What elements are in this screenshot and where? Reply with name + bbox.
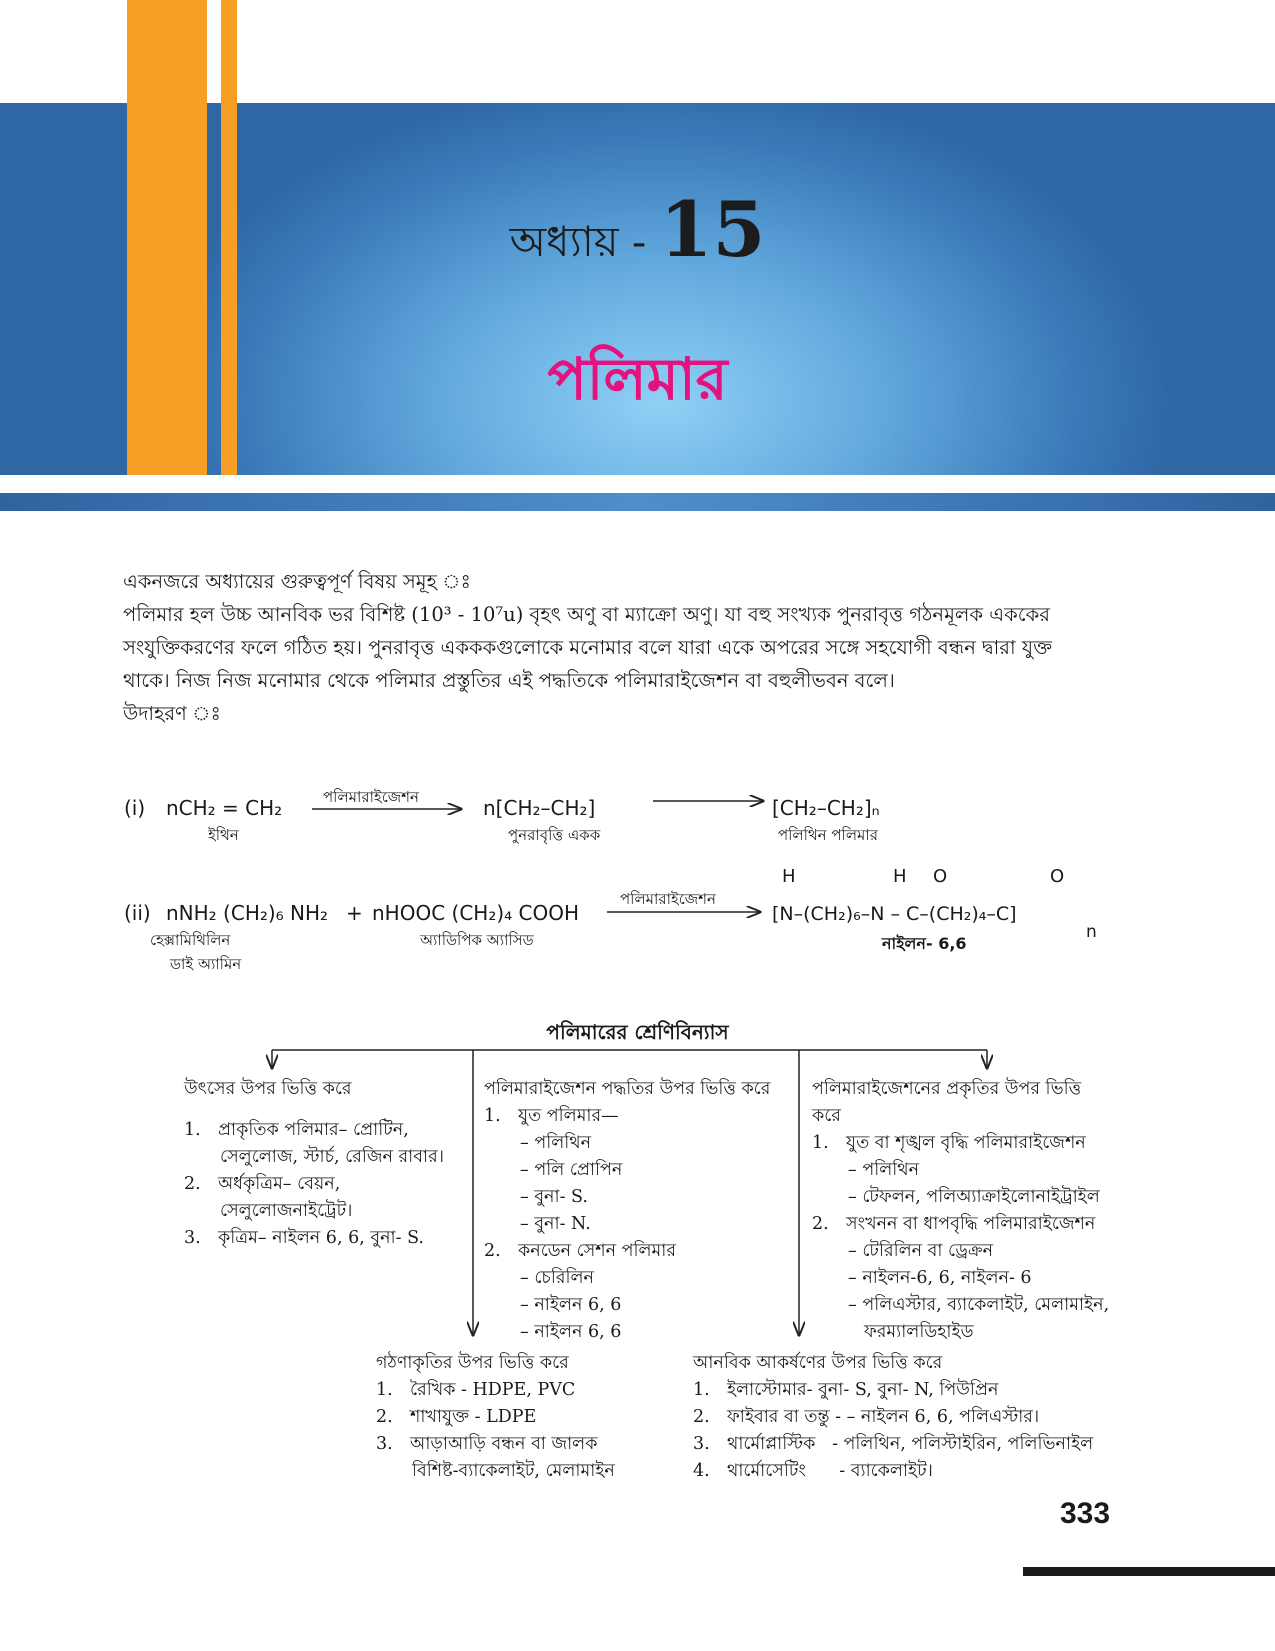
eq2-reactant-1-name-a: হেক্সামিথিলিন [150, 931, 231, 949]
eq2-arrow-label: পলিমারাইজেশন [620, 890, 717, 908]
eq2-h1: H [782, 866, 796, 887]
list-item: 2. ফাইবার বা তন্তু - – নাইলন 6, 6, পলিএস্টার। [693, 1407, 1040, 1427]
eq2-o1: O [933, 866, 948, 887]
eq2-h2: H [893, 866, 907, 887]
eq1-product-name: পলিথিন পলিমার [778, 826, 878, 844]
eq1-reactant-name: ইথিন [208, 826, 239, 844]
eq2-plus: + [346, 901, 363, 925]
list-item-cont: সেলুলোজনাইট্রেট। [220, 1201, 353, 1221]
column-structure [376, 1350, 666, 1485]
column-nature [812, 1076, 1112, 1346]
sub-item: – নাইলন-6, 6, নাইলন- 6 [848, 1268, 1032, 1288]
eq2-product: [N–(CH₂)₆–N – C–(CH₂)₄–C] [772, 903, 1017, 925]
sub-item: ফরম্যালডিহাইড [864, 1322, 974, 1342]
list-item-cont: সেলুলোজ, স্টার্চ, রেজিন রাবার। [220, 1147, 444, 1167]
chapter-number: 15 [659, 185, 766, 274]
sub-item: – চেরিলিন [520, 1268, 594, 1288]
intro-line-1: পলিমার হল উচ্চ আনবিক ভর বিশিষ্ট (10³ - 10⁷u) বৃহৎ অণু বা ম্যাক্রো অণু। যা বহু সংখ্যক পুনরাবৃত্ত গঠনমূলক এককের [123, 603, 1050, 626]
sub-item: – বুনা- N. [520, 1214, 591, 1234]
example-label: উদাহরণ ঃ [123, 702, 221, 725]
sub-item: – নাইলন 6, 6 [520, 1322, 622, 1342]
eq1-product: [CH₂–CH₂]ₙ [772, 796, 880, 820]
list-item: 4. থার্মোসেটিং - ব্যাকেলাইট। [693, 1461, 933, 1481]
eq1-reactant: nCH₂ = CH₂ [166, 796, 283, 820]
column-source [184, 1076, 459, 1252]
sub-item: – পলিএস্টার, ব্যাকেলাইট, মেলামাইন, [848, 1295, 1110, 1315]
eq1-intermediate: n[CH₂–CH₂] [483, 796, 596, 820]
eq2-product-name: নাইলন- 6,6 [882, 934, 967, 953]
list-item: 2. শাখাযুক্ত - LDPE [376, 1407, 537, 1427]
chapter-title: পলিমার [547, 345, 728, 413]
sub-item: – টেফলন, পলিঅ্যাক্রাইলোনাইট্রাইল [848, 1187, 1100, 1207]
chapter-label: অধ্যায় - [509, 217, 647, 266]
eq2-reactant-1: nNH₂ (CH₂)₆ NH₂ [166, 901, 329, 925]
sub-item: – পলি প্রোপিন [520, 1160, 623, 1180]
list-item: 3. আড়াআড়ি বন্ধন বা জালক [376, 1434, 598, 1454]
footer-bar [1023, 1567, 1275, 1576]
eq2-reactant-2: nHOOC (CH₂)₄ COOH [372, 901, 580, 925]
eq1-label: (i) [124, 796, 146, 820]
sub-item: – পলিথিন [520, 1133, 592, 1153]
forces-heading: আনবিক আকর্ষণের উপর ভিত্তি করে [693, 1353, 943, 1373]
eq2-label: (ii) [124, 901, 151, 925]
eq2-product-sub: n [1086, 922, 1097, 942]
sub-item: – নাইলন 6, 6 [520, 1295, 622, 1315]
column-method [484, 1076, 794, 1346]
list-item: 1. যুত বা শৃঙ্খল বৃদ্ধি পলিমারাইজেশন [812, 1133, 1086, 1153]
sub-item: – পলিথিন [848, 1160, 920, 1180]
list-item: 1. যুত পলিমার— [484, 1106, 619, 1126]
intro-heading: একনজরে অধ্যায়ের গুরুত্বপূর্ণ বিষয় সমূহ ঃ [123, 570, 471, 593]
nature-heading: পলিমারাইজেশনের প্রকৃতির উপর ভিত্তি করে [812, 1079, 1082, 1126]
list-item: 1. প্রাকৃতিক পলিমার– প্রোটিন, [184, 1120, 409, 1140]
page-number: 333 [1060, 1497, 1111, 1530]
eq2-reactant-2-name: অ্যাডিপিক অ্যাসিড [420, 931, 534, 949]
intro-line-3: থাকে। নিজ নিজ মনোমার থেকে পলিমার প্রস্তুতির এই পদ্ধতিকে পলিমারাইজেশন বা বহুলীভবন বলে। [123, 669, 895, 692]
list-item: 1. ইলাস্টোমার- বুনা- S, বুনা- N, পিউপ্রিন [693, 1380, 999, 1400]
list-item: 3. কৃত্রিম– নাইলন 6, 6, বুনা- S. [184, 1228, 424, 1248]
list-item: 2. সংখনন বা ধাপবৃদ্ধি পলিমারাইজেশন [812, 1214, 1096, 1234]
eq1-arrow-label: পলিমারাইজেশন [323, 788, 420, 806]
intro-line-2: সংযুক্তিকরণের ফলে গঠিত হয়। পুনরাবৃত্ত একককগুলোকে মনোমার বলে যারা একে অপরের সঙ্গে সহযোগী বন্ধন দ্বারা যুক্ত [123, 636, 1053, 659]
eq1-intermediate-name: পুনরাবৃত্তি একক [508, 826, 601, 844]
column-forces [693, 1350, 1133, 1485]
list-item: 1. রৈখিক - HDPE, PVC [376, 1380, 576, 1400]
eq2-o2: O [1050, 866, 1065, 887]
list-item-cont: বিশিষ্ট-ব্যাকেলাইট, মেলামাইন [412, 1461, 615, 1481]
method-heading: পলিমারাইজেশন পদ্ধতির উপর ভিত্তি করে [484, 1079, 771, 1099]
list-item: 3. থার্মোপ্লাস্টিক - পলিথিন, পলিস্টাইরিন, পলিভিনাইল [693, 1434, 1094, 1454]
source-heading: উৎসের উপর ভিত্তি করে [184, 1079, 352, 1099]
classification-title: পলিমারের শ্রেণিবিন্যাস [546, 1020, 729, 1044]
eq2-reactant-1-name-b: ডাই অ্যামিন [170, 955, 242, 973]
structure-heading: গঠণাকৃতির উপর ভিত্তি করে [376, 1353, 569, 1373]
list-item: 2. কনডেন সেশন পলিমার [484, 1241, 676, 1261]
sub-item: – বুনা- S. [520, 1187, 588, 1207]
sub-item: – টেরিলিন বা ড্রেক্রন [848, 1241, 994, 1261]
list-item: 2. অর্ধকৃত্রিম– বেয়ন, [184, 1174, 341, 1194]
